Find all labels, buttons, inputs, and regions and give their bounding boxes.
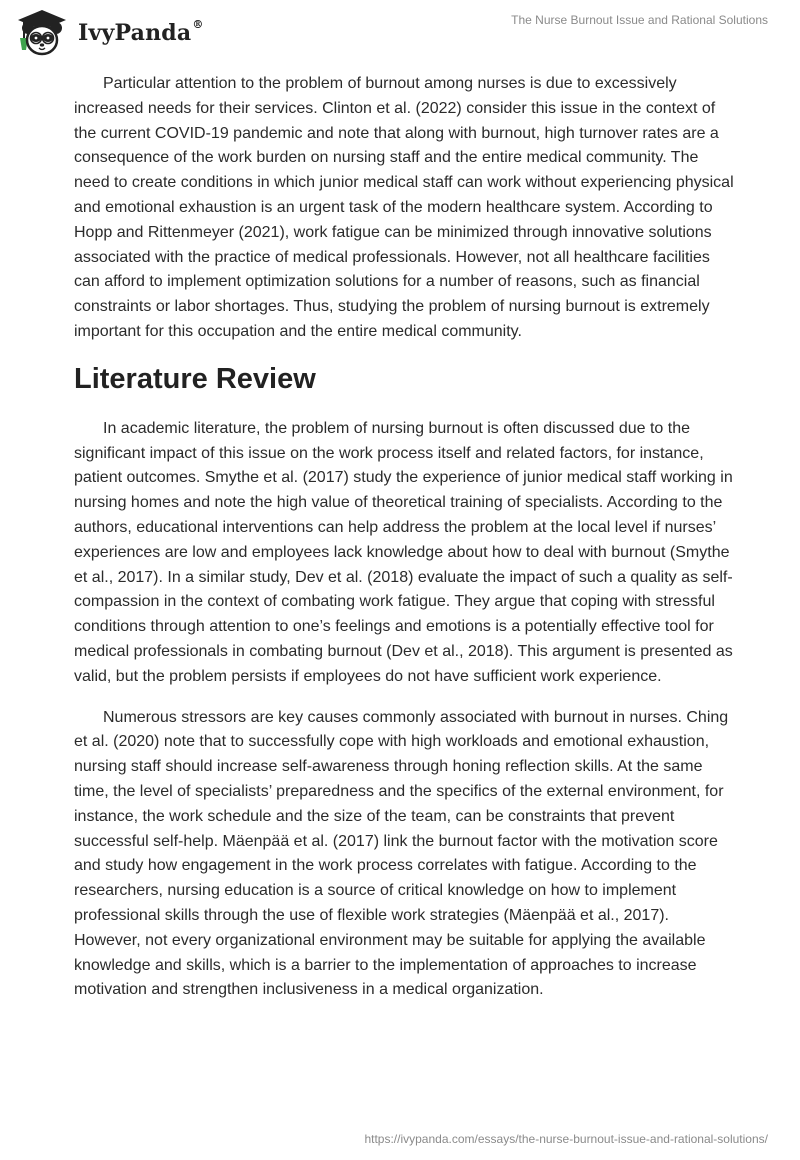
paragraph-intro: Particular attention to the problem of burnout among nurses is due to excessively increased needs for their services. Clinton et al. (2022) consider this issue in the context of the current COVID-19 pandemic and note that along with burnout, high turnover rates are a consequence of the work burden on nursing staff and the entire medical community. The need to create conditions in which junior medical staff can work without experiencing physical and emotional exhaustion is an urgent task of the modern healthcare system. According to Hopp and Rittenmeyer (2021), work fatigue can be minimized through innovative solutions associated with the practice of medical professionals. However, not all healthcare facilities can afford to implement optimization solutions for a number of reasons, such as financial constraints or labor shortages. Thus, studying the problem of nursing burnout is extremely important for this occupation and the entire medical community. — [74, 75, 734, 340]
essay-body — [74, 72, 734, 1019]
ivypanda-logo[interactable] — [14, 8, 204, 58]
brand-name: IvyPanda® — [78, 18, 204, 46]
page-header — [0, 0, 800, 70]
source-url[interactable]: https://ivypanda.com/essays/the-nurse-burnout-issue-and-rational-solutions/ — [364, 1132, 768, 1146]
registered-mark: ® — [192, 18, 204, 31]
document-title: The Nurse Burnout Issue and Rational Solutions — [511, 13, 768, 27]
panda-graduate-icon — [14, 8, 70, 58]
paragraph-literature-2: Numerous stressors are key causes commonly associated with burnout in nurses. Ching et al. (2020) note that to successfully cope with high workloads and emotional exhaustion, nursing staff should increase self-awareness through honing reflection skills. At the same time, the level of specialists’ preparedness and the specifics of the external environment, for instance, the work schedule and the size of the team, can be constraints that prevent successful self-help. Mäenpää et al. (2017) link the burnout factor with the motivation score and study how engagement in the work process correlates with fatigue. According to the researchers, nursing education is a source of critical knowledge on how to implement professional skills through the use of flexible work strategies (Mäenpää et al., 2017). However, not every organizational environment may be suitable for applying the available knowledge and skills, which is a barrier to the implementation of approaches to increase motivation and strengthen inclusiveness in a medical organization. — [74, 708, 729, 999]
paragraph-literature-1: In academic literature, the problem of nursing burnout is often discussed due to the significant impact of this issue on the work process itself and related factors, for instance, patient outcomes. Smythe et al. (2017) study the experience of junior medical staff working in nursing homes and note the high value of theoretical training of specialists. According to the authors, educational interventions can help address the problem at the local level if nurses’ experiences are low and employees lack knowledge about how to deal with burnout (Smythe et al., 2017). In a similar study, Dev et al. (2018) evaluate the impact of such a quality as self-compassion in the context of combating work fatigue. They argue that coping with stressful conditions through attention to one’s feelings and emotions is a potentially effective tool for medical professionals in combating burnout (Dev et al., 2018). This argument is presented as valid, but the problem persists if employees do not have sufficient work experience. — [74, 419, 733, 685]
section-heading: Literature Review — [74, 362, 316, 395]
